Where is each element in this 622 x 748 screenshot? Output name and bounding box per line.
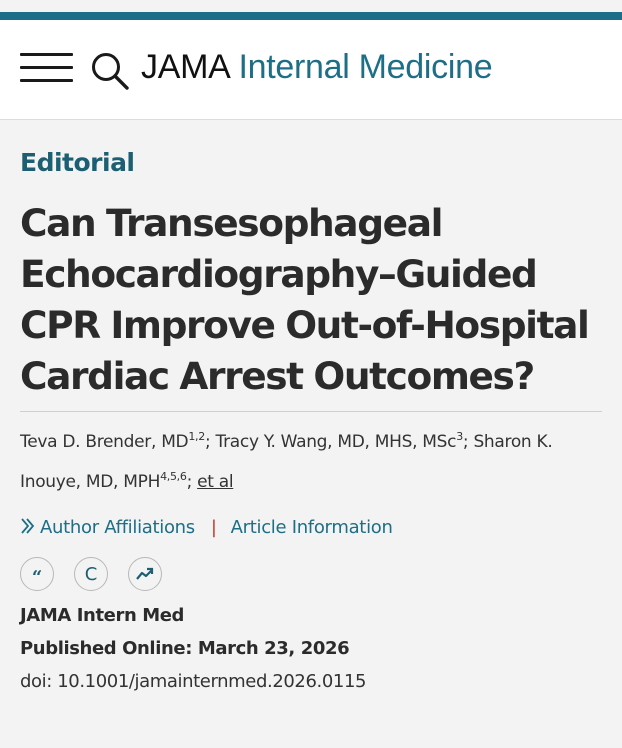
search-icon[interactable] (89, 50, 131, 92)
menu-line (20, 79, 73, 82)
divider (20, 411, 602, 412)
doi-value[interactable]: 10.1001/jamainternmed.2026.0115 (57, 671, 367, 692)
hamburger-menu-icon[interactable] (20, 52, 73, 84)
author-separator: ; (186, 472, 192, 492)
double-chevron-right-icon (20, 517, 36, 535)
published-label: Published Online: (20, 638, 192, 659)
author-name: Tracy Y. Wang, MD, MHS, MSc (215, 432, 457, 452)
site-header (0, 20, 622, 120)
link-divider: | (210, 517, 217, 538)
quote-icon: “ (31, 566, 43, 588)
article-links (20, 515, 393, 541)
et-al-link[interactable]: et al (197, 472, 234, 492)
affiliation-sup: 3 (456, 430, 463, 443)
author-affiliations-label: Author Affiliations (40, 517, 195, 538)
trend-up-icon (136, 567, 154, 581)
affiliation-sup: 4,5,6 (160, 470, 187, 483)
author-name: Teva D. Brender, MD (20, 432, 189, 452)
cite-button[interactable] (20, 557, 54, 591)
article-type: Editorial (20, 148, 135, 177)
journal-abbreviation: JAMA Intern Med (20, 605, 185, 626)
brand-stripe (0, 12, 622, 20)
article-information-link[interactable]: Article Information (230, 517, 393, 538)
journal-logo[interactable] (141, 46, 492, 88)
published-online (20, 636, 349, 662)
affiliation-sup: 1,2 (188, 430, 205, 443)
published-date: March 23, 2026 (197, 638, 350, 659)
doi-label: doi: (20, 671, 52, 692)
copyright-icon: C (84, 563, 98, 585)
metrics-button[interactable] (128, 557, 162, 591)
menu-line (20, 53, 73, 56)
logo-journal-name: Internal Medicine (238, 48, 493, 86)
menu-line (20, 66, 73, 69)
doi (20, 669, 366, 695)
author-affiliations-link[interactable] (20, 517, 195, 538)
article-title: Can Transesophageal Echocardiography–Guided CPR Improve Out-of-Hospital Cardiac Arrest Outcomes? (20, 201, 589, 398)
permissions-button[interactable] (74, 557, 108, 591)
author-separator: ; (204, 432, 211, 452)
author-name: Sharon K. Inouye, MD, MPH (20, 432, 553, 492)
logo-jama: JAMA (141, 48, 231, 86)
author-separator: ; (462, 432, 469, 452)
author-list (20, 422, 602, 502)
